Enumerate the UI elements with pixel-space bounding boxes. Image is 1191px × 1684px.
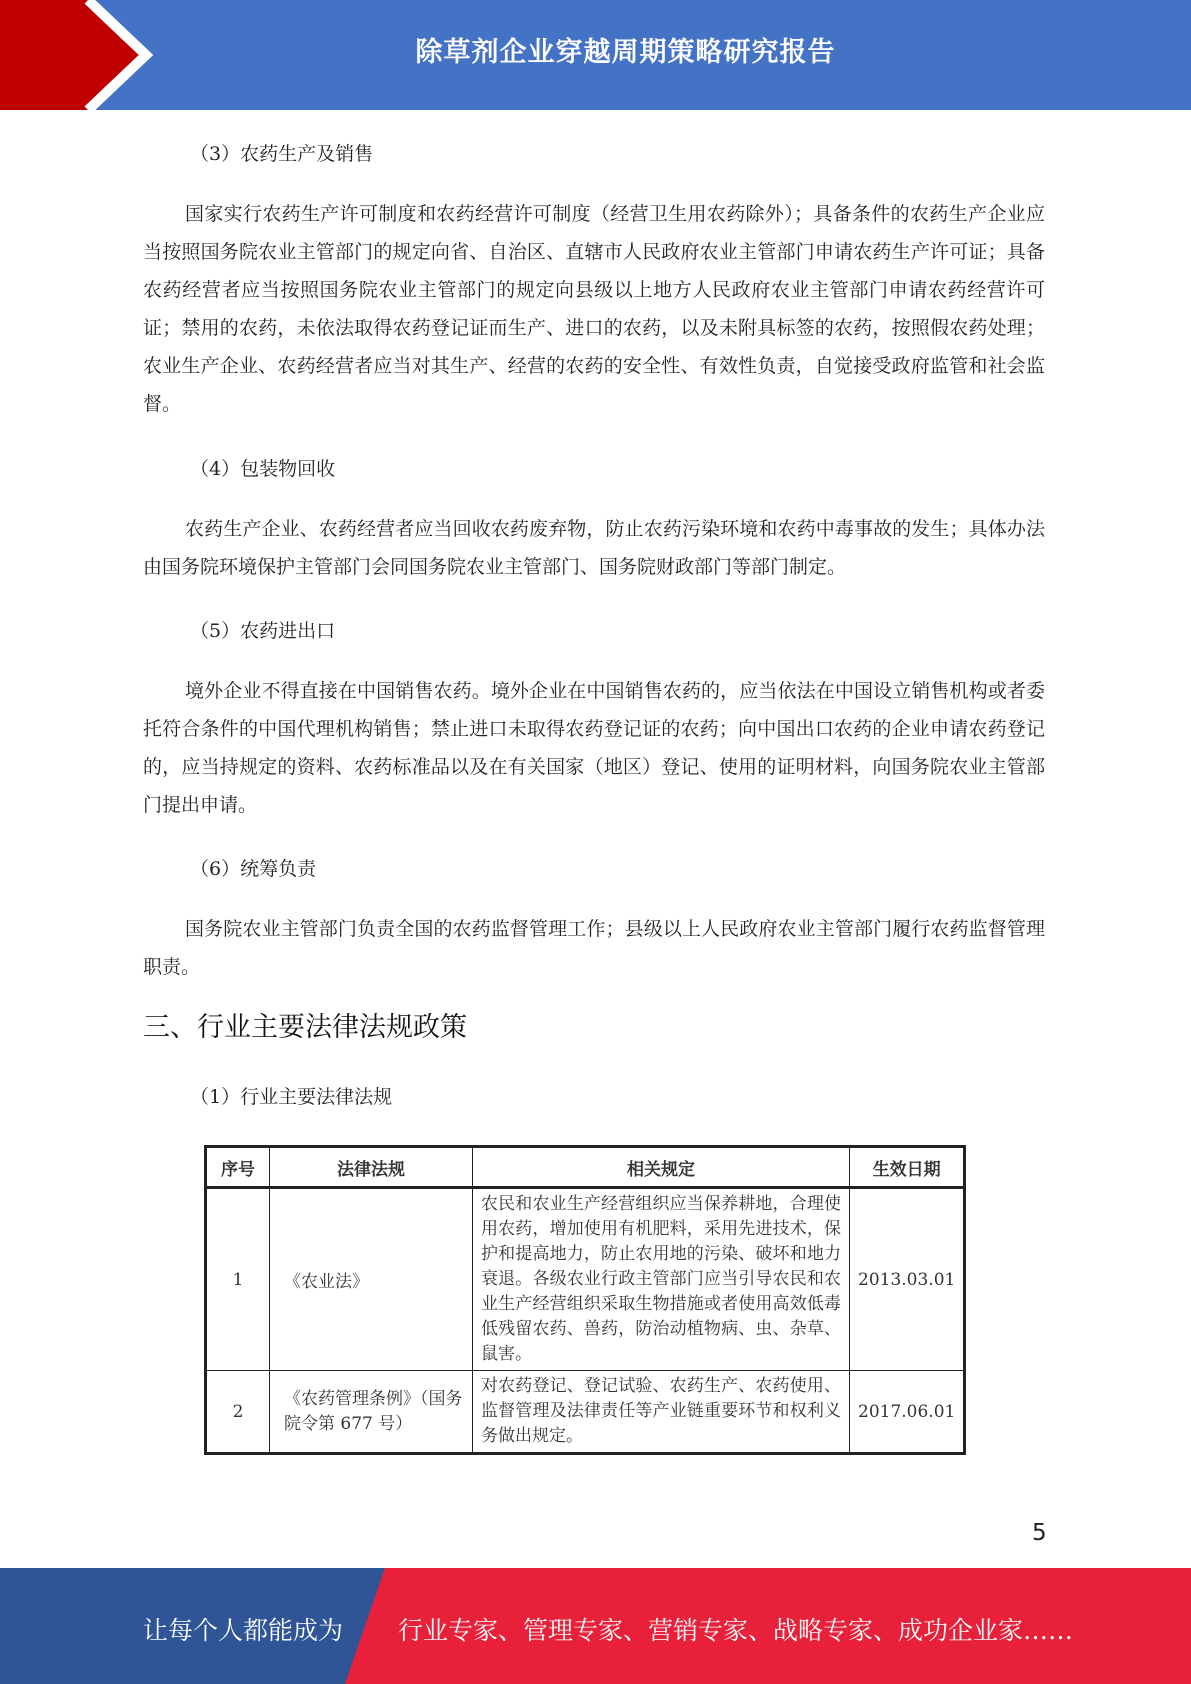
subsection-heading-1: （1）行业主要法律法规 xyxy=(190,1086,393,1108)
header-rule: 相关规定 xyxy=(473,1147,850,1188)
table-row xyxy=(206,1188,965,1371)
law-table xyxy=(204,1145,966,1455)
table-header-row xyxy=(206,1147,965,1188)
report-title: 除草剂企业穿越周期策略研究报告 xyxy=(415,37,836,68)
footer-slogan-left: 让每个人都能成为 xyxy=(143,1616,344,1645)
section-heading-5: （5）农药进出口 xyxy=(190,620,336,642)
header-no: 序号 xyxy=(206,1147,270,1188)
header-date: 生效日期 xyxy=(850,1147,965,1188)
section-heading-4: （4）包装物回收 xyxy=(190,458,336,480)
page-header xyxy=(0,0,1191,110)
page-footer xyxy=(0,1568,1191,1684)
section-text-4: 农药生产企业、农药经营者应当回收农药废弃物，防止农药污染环境和农药中毒事故的发生；具体办法由国务院环境保护主管部门会同国务院农业主管部门、国务院财政部门等部门制定。 xyxy=(143,518,1045,578)
header-law: 法律法规 xyxy=(270,1147,473,1188)
cell-law: 《农药管理条例》（国务院令第 677 号） xyxy=(270,1371,473,1454)
section-text-3: 国家实行农药生产许可制度和农药经营许可制度（经营卫生用农药除外）；具备条件的农药生产企业应当按照国务院农业主管部门的规定向省、自治区、直辖市人民政府农业主管部门申请农药生产许可证；具备农药经营者应当按照国务院农业主管部门的规定向县级以上地方人民政府农业主管部门申请农药经营许可证；禁用的农药，未依法取得农药登记证而生产、进口的农药，以及未附具标签的农药，按照假农药处理；农业生产企业、农药经营者应当对其生产、经营的农药的安全性、有效性负责，自觉接受政府监管和社会监督。 xyxy=(143,203,1045,415)
chapter-title: 三、行业主要法律法规政策 xyxy=(143,1012,467,1043)
page-number: 5 xyxy=(1032,1520,1047,1546)
table-row xyxy=(206,1371,965,1454)
section-text-5: 境外企业不得直接在中国销售农药。境外企业在中国销售农药的，应当依法在中国设立销售机构或者委托符合条件的中国代理机构销售；禁止进口未取得农药登记证的农药；向中国出口农药的企业申请农药登记的，应当持规定的资料、农药标准品以及在有关国家（地区）登记、使用的证明材料，向国务院农业主管部门提出申请。 xyxy=(143,680,1045,816)
section-text-6: 国务院农业主管部门负责全国的农药监督管理工作；县级以上人民政府农业主管部门履行农药监督管理职责。 xyxy=(143,918,1045,978)
cell-rule: 对农药登记、登记试验、农药生产、农药使用、监督管理及法律责任等产业链重要环节和权利义务做出规定。 xyxy=(473,1371,850,1454)
cell-no: 1 xyxy=(206,1188,270,1371)
cell-date: 2013.03.01 xyxy=(850,1188,965,1371)
cell-no: 2 xyxy=(206,1371,270,1454)
cell-rule: 农民和农业生产经营组织应当保养耕地，合理使用农药，增加使用有机肥料，采用先进技术，保护和提高地力，防止农用地的污染、破坏和地力衰退。各级农业行政主管部门应当引导农民和农业生产经营组织采取生物措施或者使用高效低毒低残留农药、兽药，防治动植物病、虫、杂草、鼠害。 xyxy=(473,1188,850,1371)
cell-law: 《农业法》 xyxy=(270,1188,473,1371)
cell-date: 2017.06.01 xyxy=(850,1371,965,1454)
section-heading-3: （3）农药生产及销售 xyxy=(190,143,374,165)
footer-slogan-right: 行业专家、管理专家、营销专家、战略专家、成功企业家…… xyxy=(398,1616,1074,1645)
section-heading-6: （6）统筹负责 xyxy=(190,858,317,880)
